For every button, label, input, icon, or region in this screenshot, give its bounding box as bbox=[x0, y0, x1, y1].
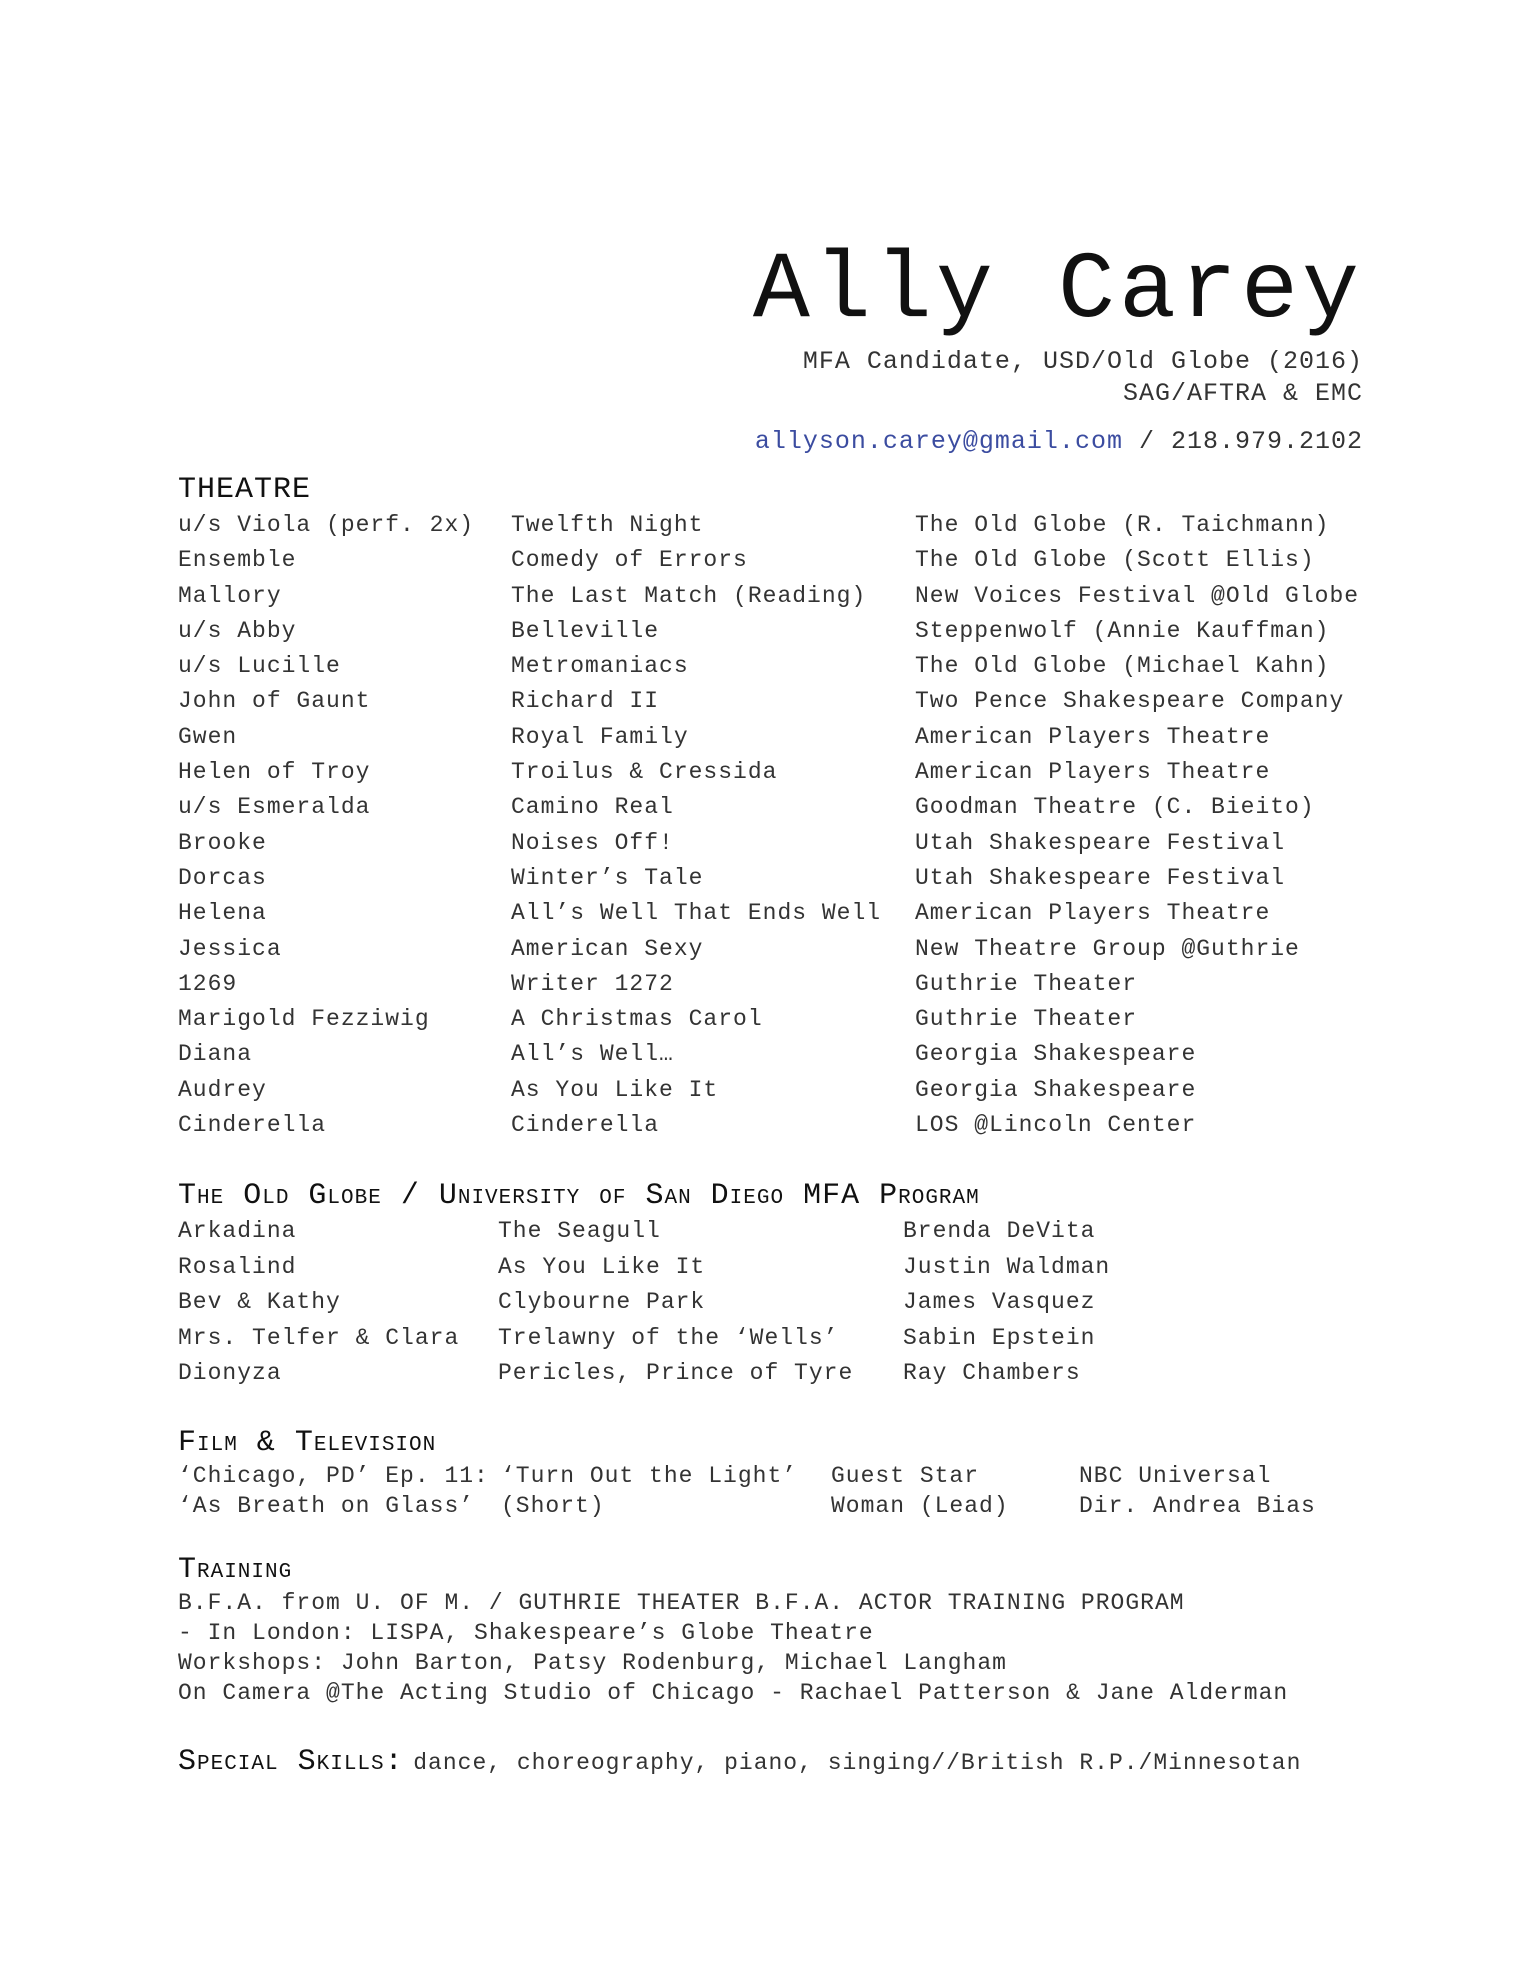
training-list bbox=[178, 1588, 1288, 1708]
table-cell: American Players Theatre bbox=[915, 900, 1271, 927]
email-link[interactable]: allyson.carey@gmail.com bbox=[754, 427, 1123, 456]
table-cell: The Old Globe (Scott Ellis) bbox=[915, 547, 1315, 574]
theatre-section bbox=[178, 472, 1360, 1143]
table-cell: LOS @Lincoln Center bbox=[915, 1112, 1197, 1139]
table-cell: Gwen bbox=[178, 723, 238, 750]
training-section bbox=[178, 1552, 1288, 1708]
table-cell: Cinderella bbox=[178, 1112, 327, 1139]
table-cell: Goodman Theatre (C. Bieito) bbox=[915, 794, 1315, 821]
table-cell: Ray Chambers bbox=[903, 1360, 1081, 1386]
table-cell: (Short) bbox=[501, 1493, 605, 1519]
table-cell: Troilus & Cressida bbox=[511, 759, 778, 786]
section-title-mfa: The Old Globe / University of San Diego MFA Program bbox=[178, 1179, 980, 1213]
table-cell: u/s Esmeralda bbox=[178, 794, 371, 821]
table-cell: American Sexy bbox=[511, 935, 704, 962]
theatre-credits-table bbox=[178, 508, 1360, 1143]
table-cell: Sabin Epstein bbox=[903, 1324, 1096, 1351]
table-cell: Mallory bbox=[178, 582, 282, 609]
table-cell: Camino Real bbox=[511, 794, 674, 821]
table-cell: Comedy of Errors bbox=[511, 547, 748, 574]
table-cell: Two Pence Shakespeare Company bbox=[915, 688, 1345, 715]
table-cell: Guest Star bbox=[831, 1463, 980, 1489]
table-cell: Writer 1272 bbox=[511, 970, 674, 997]
table-cell: Diana bbox=[178, 1041, 253, 1068]
table-cell: Brooke bbox=[178, 829, 267, 856]
mfa-credits-table bbox=[178, 1214, 1203, 1392]
table-cell: Mrs. Telfer & Clara bbox=[178, 1324, 460, 1351]
table-cell: Brenda DeVita bbox=[903, 1218, 1096, 1244]
section-title-training: Training bbox=[178, 1553, 293, 1587]
table-cell: As You Like It bbox=[498, 1253, 706, 1280]
resume-header bbox=[753, 236, 1363, 458]
table-cell: All’s Well That Ends Well bbox=[511, 900, 882, 927]
table-cell: American Players Theatre bbox=[915, 759, 1271, 786]
mfa-section bbox=[178, 1178, 1203, 1392]
film-credits-table bbox=[178, 1461, 1339, 1521]
table-cell: Pericles, Prince of Tyre bbox=[498, 1360, 854, 1386]
table-cell: Richard II bbox=[511, 688, 660, 715]
table-cell: Twelfth Night bbox=[511, 512, 704, 538]
special-skills bbox=[178, 1745, 1301, 1779]
table-cell: Ensemble bbox=[178, 547, 297, 574]
table-cell: James Vasquez bbox=[903, 1289, 1096, 1315]
section-title-theatre: THEATRE bbox=[178, 473, 312, 507]
contact-separator: / bbox=[1122, 427, 1171, 456]
table-cell: Helena bbox=[178, 900, 267, 927]
table-cell: As You Like It bbox=[511, 1076, 719, 1103]
table-cell: Dorcas bbox=[178, 864, 267, 891]
table-cell: Steppenwolf (Annie Kauffman) bbox=[915, 617, 1330, 644]
table-cell: Rosalind bbox=[178, 1253, 297, 1280]
training-line: On Camera @The Acting Studio of Chicago - Rachael Patterson & Jane Alderman bbox=[178, 1680, 1289, 1706]
training-line: Workshops: John Barton, Patsy Rodenburg, Michael Langham bbox=[178, 1650, 1007, 1676]
table-cell: Bev & Kathy bbox=[178, 1289, 341, 1315]
table-cell: Georgia Shakespeare bbox=[915, 1076, 1197, 1103]
table-cell: Metromaniacs bbox=[511, 653, 689, 680]
section-title-film: Film & Television bbox=[178, 1426, 437, 1460]
table-cell: Royal Family bbox=[511, 723, 689, 750]
training-line: B.F.A. from U. OF M. / GUTHRIE THEATER B.F.A. ACTOR TRAINING PROGRAM bbox=[178, 1590, 1185, 1616]
table-cell: Utah Shakespeare Festival bbox=[915, 829, 1286, 856]
table-cell: ‘Turn Out the Light’ bbox=[501, 1463, 798, 1489]
table-cell: Guthrie Theater bbox=[915, 1006, 1138, 1033]
table-cell: u/s Abby bbox=[178, 617, 297, 644]
skills-text: dance, choreography, piano, singing//British R.P./Minnesotan bbox=[413, 1750, 1302, 1776]
table-cell: Justin Waldman bbox=[903, 1253, 1111, 1280]
film-section bbox=[178, 1425, 1339, 1521]
union-affiliation: SAG/AFTRA & EMC bbox=[1122, 379, 1363, 408]
table-cell: New Voices Festival @Old Globe bbox=[915, 582, 1360, 609]
skills-label: Special Skills: bbox=[178, 1745, 404, 1779]
table-cell: The Last Match (Reading) bbox=[511, 582, 867, 609]
table-cell: Cinderella bbox=[511, 1112, 660, 1139]
table-cell: Dionyza bbox=[178, 1360, 282, 1386]
table-cell: Trelawny of the ‘Wells’ bbox=[498, 1324, 839, 1351]
table-cell: Winter’s Tale bbox=[511, 864, 704, 891]
table-cell: Noises Off! bbox=[511, 829, 674, 856]
table-cell: Jessica bbox=[178, 935, 282, 962]
table-cell: American Players Theatre bbox=[915, 723, 1271, 750]
table-cell: Dir. Andrea Bias bbox=[1079, 1493, 1316, 1519]
training-line: - In London: LISPA, Shakespeare’s Globe Theatre bbox=[178, 1620, 874, 1646]
table-cell: u/s Viola (perf. 2x) bbox=[178, 512, 475, 538]
table-cell: Woman (Lead) bbox=[831, 1493, 1009, 1519]
table-cell: Helen of Troy bbox=[178, 759, 371, 786]
table-cell: u/s Lucille bbox=[178, 653, 341, 680]
table-cell: All’s Well… bbox=[511, 1041, 674, 1068]
table-cell: Marigold Fezziwig bbox=[178, 1006, 430, 1033]
table-cell: A Christmas Carol bbox=[511, 1006, 763, 1033]
table-cell: The Old Globe (Michael Kahn) bbox=[915, 653, 1330, 680]
table-cell: The Old Globe (R. Taichmann) bbox=[915, 512, 1330, 538]
table-cell: ‘As Breath on Glass’ bbox=[178, 1493, 475, 1519]
table-cell: Clybourne Park bbox=[498, 1289, 706, 1315]
table-cell: Belleville bbox=[511, 617, 660, 644]
table-cell: John of Gaunt bbox=[178, 688, 371, 715]
table-cell: Arkadina bbox=[178, 1218, 297, 1244]
table-cell: ‘Chicago, PD’ Ep. 11: bbox=[178, 1463, 489, 1489]
contact-line bbox=[753, 426, 1363, 458]
table-cell: New Theatre Group @Guthrie bbox=[915, 935, 1300, 962]
actor-name: Ally Carey bbox=[752, 237, 1363, 345]
table-cell: Audrey bbox=[178, 1076, 267, 1103]
table-cell: NBC Universal bbox=[1079, 1463, 1272, 1489]
education-credential: MFA Candidate, USD/Old Globe (2016) bbox=[802, 347, 1363, 376]
phone-number: 218.979.2102 bbox=[1170, 427, 1363, 456]
table-cell: The Seagull bbox=[498, 1218, 661, 1244]
table-cell: Guthrie Theater bbox=[915, 970, 1138, 997]
table-cell: Utah Shakespeare Festival bbox=[915, 864, 1286, 891]
table-cell: 1269 bbox=[178, 970, 238, 997]
table-cell: Georgia Shakespeare bbox=[915, 1041, 1197, 1068]
